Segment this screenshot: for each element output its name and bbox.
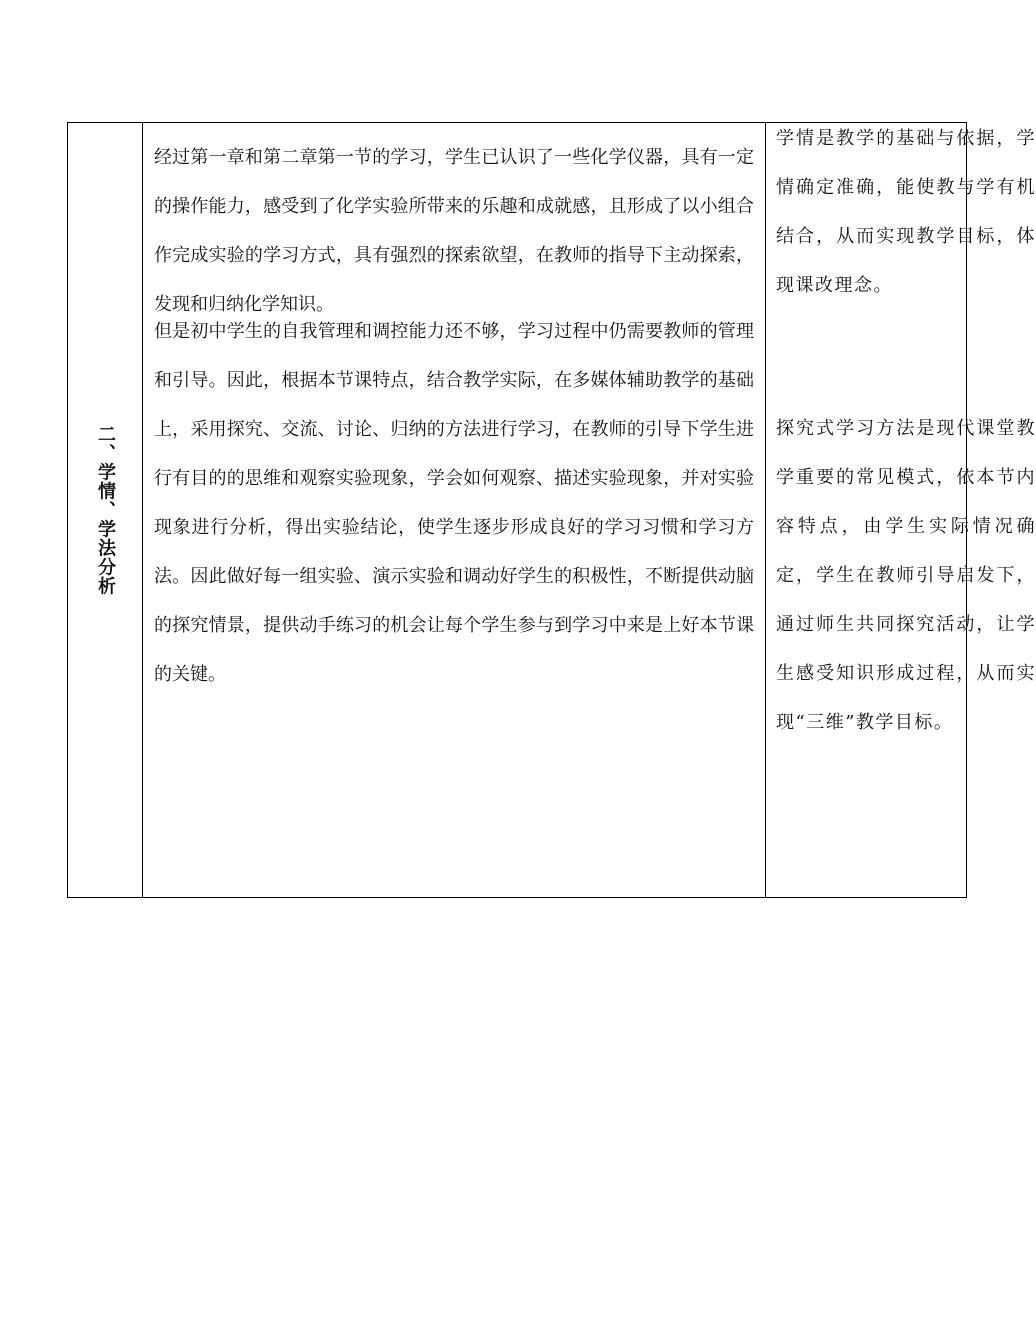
lesson-plan-table bbox=[67, 122, 1036, 898]
rationale-paragraph: 探究式学习方法是现代课堂教学重要的常见模式，依本节内容特点，由学生实际情况确定，学生在教师引导启发下，通过师生共同探究活动，让学生感受知识形成过程，从而实现“三维”教学目标。 bbox=[776, 418, 1036, 733]
design-rationale-cell bbox=[766, 123, 1036, 897]
analysis-content-cell bbox=[143, 123, 766, 897]
section-header-cell bbox=[68, 123, 143, 897]
section-title: 二、学情、学法分析 bbox=[95, 424, 116, 596]
rationale-paragraph: 学情是教学的基础与依据，学情确定准确，能使教与学有机结合，从而实现教学目标，体现课改理念。 bbox=[776, 128, 1036, 296]
analysis-paragraph: 经过第一章和第二章第一节的学习，学生已认识了一些化学仪器，具有一定的操作能力，感受到了化学实验所带来的乐趣和成就感，且形成了以小组合作完成实验的学习方式，具有强烈的探索欲望，在教师的指导下主动探索，发现和归纳化学知识。 bbox=[154, 147, 754, 315]
analysis-paragraph: 但是初中学生的自我管理和调控能力还不够，学习过程中仍需要教师的管理和引导。因此，根据本节课特点，结合教学实际，在多媒体辅助教学的基础上，采用探究、交流、讨论、归纳的方法进行学习，在教师的引导下学生进行有目的的思维和观察实验现象，学会如何观察、描述实验现象，并对实验现象进行分析，得出实验结论，使学生逐步形成良好的学习习惯和学习方法。因此做好每一组实验、演示实验和调动好学生的积极性，不断提供动脑的探究情景，提供动手练习的机会让每个学生参与到学习中来是上好本节课的关键。 bbox=[154, 321, 754, 685]
